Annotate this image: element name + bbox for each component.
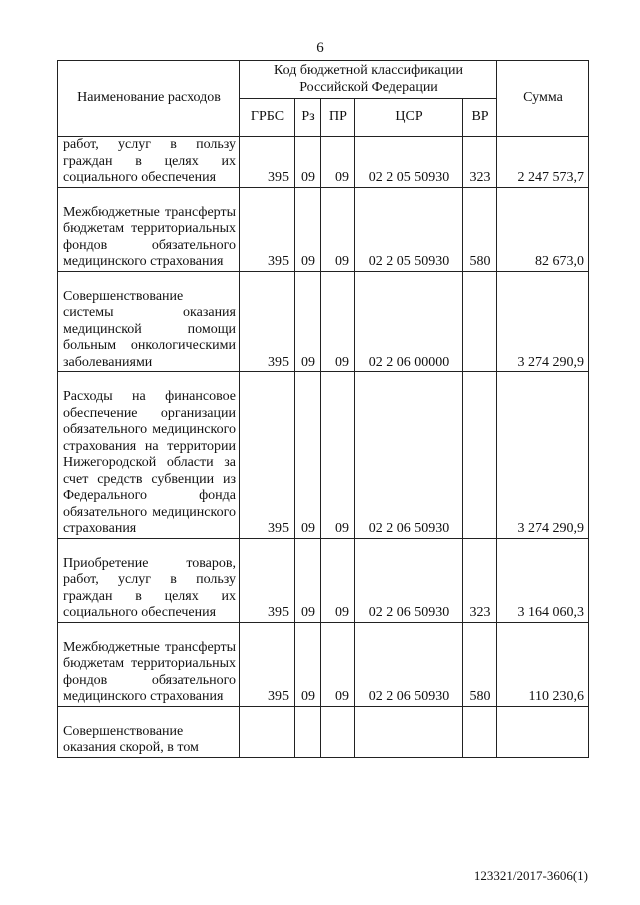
row-grbs: 395 (240, 622, 295, 706)
row-csr (355, 706, 463, 757)
row-name: Совершенствование оказания скорой, в том (58, 706, 240, 757)
row-rz: 09 (295, 187, 321, 271)
row-rz: 09 (295, 372, 321, 539)
row-vr: 580 (463, 187, 497, 271)
header-code-group: Код бюджетной классификации Российской Федерации (240, 61, 497, 99)
row-name: Совершенствование системы оказания медицинской помощи больным онкологическими заболеваниями (58, 271, 240, 372)
row-sum: 110 230,6 (497, 622, 589, 706)
row-pr: 09 (321, 622, 355, 706)
table-row (58, 706, 589, 757)
row-csr: 02 2 05 50930 (355, 187, 463, 271)
budget-table (57, 60, 589, 758)
row-pr: 09 (321, 271, 355, 372)
row-grbs: 395 (240, 538, 295, 622)
row-grbs: 395 (240, 372, 295, 539)
row-sum: 2 247 573,7 (497, 137, 589, 188)
row-pr: 09 (321, 372, 355, 539)
table-row (58, 137, 589, 188)
table-row (58, 538, 589, 622)
row-csr: 02 2 06 50930 (355, 538, 463, 622)
table-row (58, 187, 589, 271)
row-rz: 09 (295, 271, 321, 372)
row-sum (497, 706, 589, 757)
table-row (58, 271, 589, 372)
row-sum: 3 274 290,9 (497, 271, 589, 372)
row-rz: 09 (295, 538, 321, 622)
row-name: Приобретение товаров, работ, услуг в пользу граждан в целях их социального обеспечения (58, 538, 240, 622)
row-vr: 580 (463, 622, 497, 706)
row-name: Расходы на финансовое обеспечение организации обязательного медицинского страхования на территории Нижегородской области за счет средств субвенции из Федерального фонда обязательного медицинского страхования (58, 372, 240, 539)
header-sum: Сумма (497, 61, 589, 137)
row-vr: 323 (463, 538, 497, 622)
row-name: работ, услуг в пользу граждан в целях их социального обеспечения (58, 137, 240, 188)
row-grbs: 395 (240, 187, 295, 271)
table-row (58, 622, 589, 706)
row-pr (321, 706, 355, 757)
row-csr: 02 2 06 50930 (355, 372, 463, 539)
header-name: Наименование расходов (58, 61, 240, 137)
header-vr: ВР (463, 99, 497, 137)
row-vr (463, 706, 497, 757)
row-sum: 3 274 290,9 (497, 372, 589, 539)
row-grbs: 395 (240, 137, 295, 188)
row-rz (295, 706, 321, 757)
header-grbs: ГРБС (240, 99, 295, 137)
header-csr: ЦСР (355, 99, 463, 137)
row-pr: 09 (321, 137, 355, 188)
header-pr: ПР (321, 99, 355, 137)
row-sum: 82 673,0 (497, 187, 589, 271)
row-rz: 09 (295, 137, 321, 188)
row-grbs: 395 (240, 271, 295, 372)
row-name: Межбюджетные трансферты бюджетам территориальных фондов обязательного медицинского страхования (58, 622, 240, 706)
row-vr (463, 271, 497, 372)
header-rz: Рз (295, 99, 321, 137)
row-name: Межбюджетные трансферты бюджетам территориальных фондов обязательного медицинского страхования (58, 187, 240, 271)
page-number: 6 (316, 40, 324, 56)
row-pr: 09 (321, 187, 355, 271)
row-vr: 323 (463, 137, 497, 188)
row-csr: 02 2 06 00000 (355, 271, 463, 372)
row-csr: 02 2 05 50930 (355, 137, 463, 188)
table-row (58, 372, 589, 539)
row-pr: 09 (321, 538, 355, 622)
document-number: 123321/2017-3606(1) (473, 868, 588, 883)
row-csr: 02 2 06 50930 (355, 622, 463, 706)
row-vr (463, 372, 497, 539)
row-grbs (240, 706, 295, 757)
row-rz: 09 (295, 622, 321, 706)
row-sum: 3 164 060,3 (497, 538, 589, 622)
